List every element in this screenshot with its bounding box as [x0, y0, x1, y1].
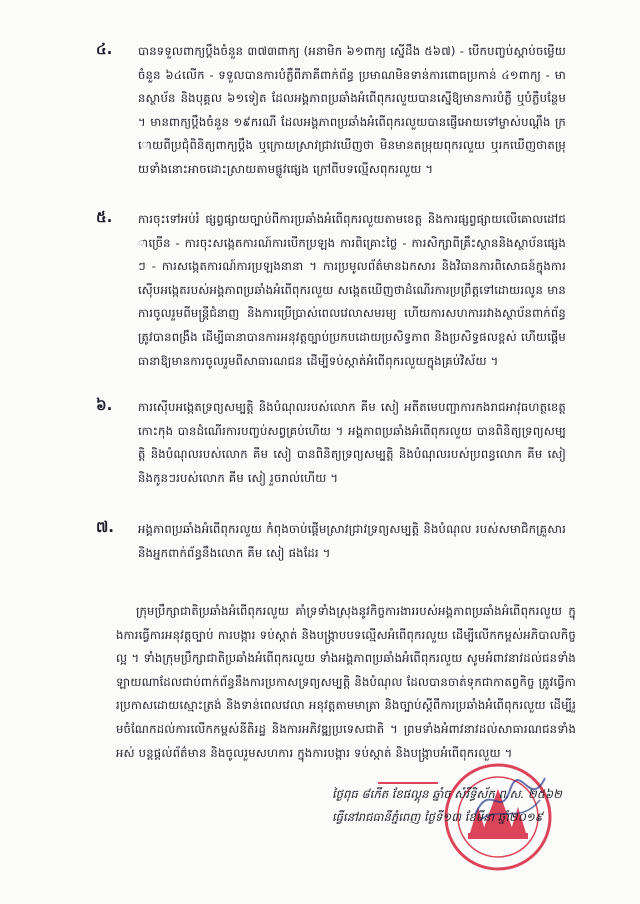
list-item-6: [96, 396, 566, 490]
item-text: ការចុះទៅអប់រំ ផ្សព្វផ្សាយច្បាប់ពីការប្រឆាំងអំពើពុករលួយតាមខេត្ត និងការផ្សព្វផ្សាយលើគោលដៅជាច្រើន - ការចុះសង្កេតការណ៍ការបើកប្រឡង ការពិគ្រោះថ្លៃ - ការសិក្សាពីគ្រឹះស្ថាននិងស្ថាប័នផ្សេងៗ - ការសង្កេតការណ៍ការប្រឡងនានា ។ ការប្រមូលព័ត៌មានឯកសារ និងវិធានការពិសោធន៍ក្នុងការស៊ើបអង្កេតរបស់អង្គភាពប្រឆាំងអំពើពុករលួយ សង្កេតឃើញថាដំណើរការប្រព្រឹត្តទៅដោយរលូន មានការចូលរួមពីមន្ត្រីជំនាញ និងការប្រើប្រាស់ពេលវេលាសមរម្យ ហើយការសហការរវាងស្ថាប័នពាក់ព័ន្ធត្រូវបានពង្រឹង ដើម្បីធានាបានការអនុវត្តច្បាប់ប្រកបដោយប្រសិទ្ធភាព និងប្រសិទ្ធផលខ្ពស់ ហើយផ្ដើមធានាឱ្យមានការចូលរួមពីសាធារណជន ដើម្បីទប់ស្កាត់អំពើពុករលួយក្នុងគ្រប់វិស័យ ។: [138, 212, 566, 368]
place-date-line: ធ្វើនៅរាជធានីភ្នំពេញ ថ្ងៃទី១៣ ខែមីនា ឆ្នាំ២០១៩: [332, 810, 543, 824]
closing-paragraph: ក្រុមប្រឹក្សាជាតិប្រឆាំងអំពើពុករលួយ គាំទ្រទាំងស្រុងនូវកិច្ចការងាររបស់អង្គភាពប្រឆាំងអំពើពុករលួយ ក្នុងការធ្វើការអនុវត្តច្បាប់ ការបង្ការ ទប់ស្កាត់ និងបង្ក្រាបបទល្មើសអំពើពុករលួយ ដើម្បីលើកកម្ពស់អភិបាលកិច្ចល្អ ។ ទាំងក្រុមប្រឹក្សាជាតិប្រឆាំងអំពើពុករលួយ ទាំងអង្គភាពប្រឆាំងអំពើពុករលួយ សូមអំពាវនាវដល់ជនទាំងឡាយណាដែលជាប់ពាក់ព័ន្ធនឹងការប្រកាសទ្រព្យសម្បត្តិ និងបំណុល ដែលបានចាត់ទុកជាកាតព្វកិច្ច ត្រូវធ្វើការប្រកាសដោយស្មោះត្រង់ និងទាន់ពេលវេលា អនុវត្តតាមមាត្រា និងច្បាប់ស្ដីពីការប្រឆាំងអំពើពុករលួយ ដើម្បីរួមចំណែកដល់ការលើកកម្ពស់នីតិរដ្ឋ និងការអភិវឌ្ឍប្រទេសជាតិ ។ ព្រមទាំងអំពាវនាវដល់សាធារណជនទាំងអស់ បន្តផ្ដល់ព័ត៌មាន និងចូលរួមសហការ ក្នុងការបង្ការ ទប់ស្កាត់ និងបង្ក្រាបអំពើពុករលួយ ។: [116, 604, 576, 760]
item-number: ៧.: [96, 518, 115, 536]
list-item-5: [96, 208, 566, 373]
list-item-4: [96, 40, 566, 182]
item-text: ការស៊ើបអង្កេតទ្រព្យសម្បត្តិ និងបំណុលរបស់លោក គីម សៀ អតីតមេបញ្ជាការកងរាជអាវុធហត្ថខេត្តកោះកុង បានដំណើរការបញ្ចប់សព្វគ្រប់ហើយ ។ អង្គភាពប្រឆាំងអំពើពុករលួយ បានពិនិត្យទ្រព្យសម្បត្តិ និងបំណុលរបស់លោក គីម សៀ បានពិនិត្យទ្រព្យសម្បត្តិ និងបំណុលរបស់ប្រពន្ធលោក គីម សៀ និងកូនៗរបស់លោក គីម សៀ រួចរាល់ហើយ ។: [138, 400, 566, 485]
item-number: ៦.: [96, 396, 113, 414]
list-item-7: [96, 518, 566, 565]
date-block: [332, 783, 582, 829]
item-text: អង្គភាពប្រឆាំងអំពើពុករលួយ កំពុងចាប់ផ្ដើមស្រាវជ្រាវទ្រព្យសម្បត្តិ និងបំណុល របស់សមាជិកគ្រួសារ និងអ្នកពាក់ព័ន្ធនឹងលោក គីម សៀ ផងដែរ ។: [138, 522, 566, 560]
lunar-date-line: ថ្ងៃពុធ ៨កើត ខែផល្គុន ឆ្នាំច សំរឹទ្ធិស័ក ព.ស. ២៥៦២: [332, 787, 562, 801]
item-text: បានទទួលពាក្យប្ដឹងចំនួន ៣៧៣ពាក្យ (អនាមិក ៦១ពាក្យ ស្នើដឹង ៥៦៧) - បើកបញ្ចប់ស្ដាប់ចម្លើយចំនួន ៦៤លើក - ទទួលបានការបំភ្លឺពីភាគីពាក់ព័ន្ធ ប្រមាណមិនទាន់ការពោធប្រកាន់ ៤១ពាក្យ - មានស្ថាប័ន និងបុគ្គល ៦១ទៀត ដែលអង្គភាពប្រឆាំងអំពើពុករលួយបានស្នើឱ្យមានការបំភ្លឺ ឬបំភ្លឺបន្ថែម ។ មានពាក្យប្ដឹងចំនួន ១៩ករណី ដែលអង្គភាពប្រឆាំងអំពើពុករលួយបានផ្ញើអោយទៅម្ចាស់បណ្ដឹង ក្រោយពីប្រជុំពិនិត្យពាក្យប្ដឹង ឬក្រោយស្រាវជ្រាវឃើញថា មិនមានតម្រុយពុករលួយ ឬរកឃើញថាតម្រុយទាំងនោះអាចដោះស្រាយតាមផ្លូវផ្សេង ក្រៅពីបទល្មើសពុករលួយ ។: [138, 44, 566, 176]
item-number: ៥.: [96, 208, 113, 226]
item-number: ៤.: [96, 40, 113, 58]
